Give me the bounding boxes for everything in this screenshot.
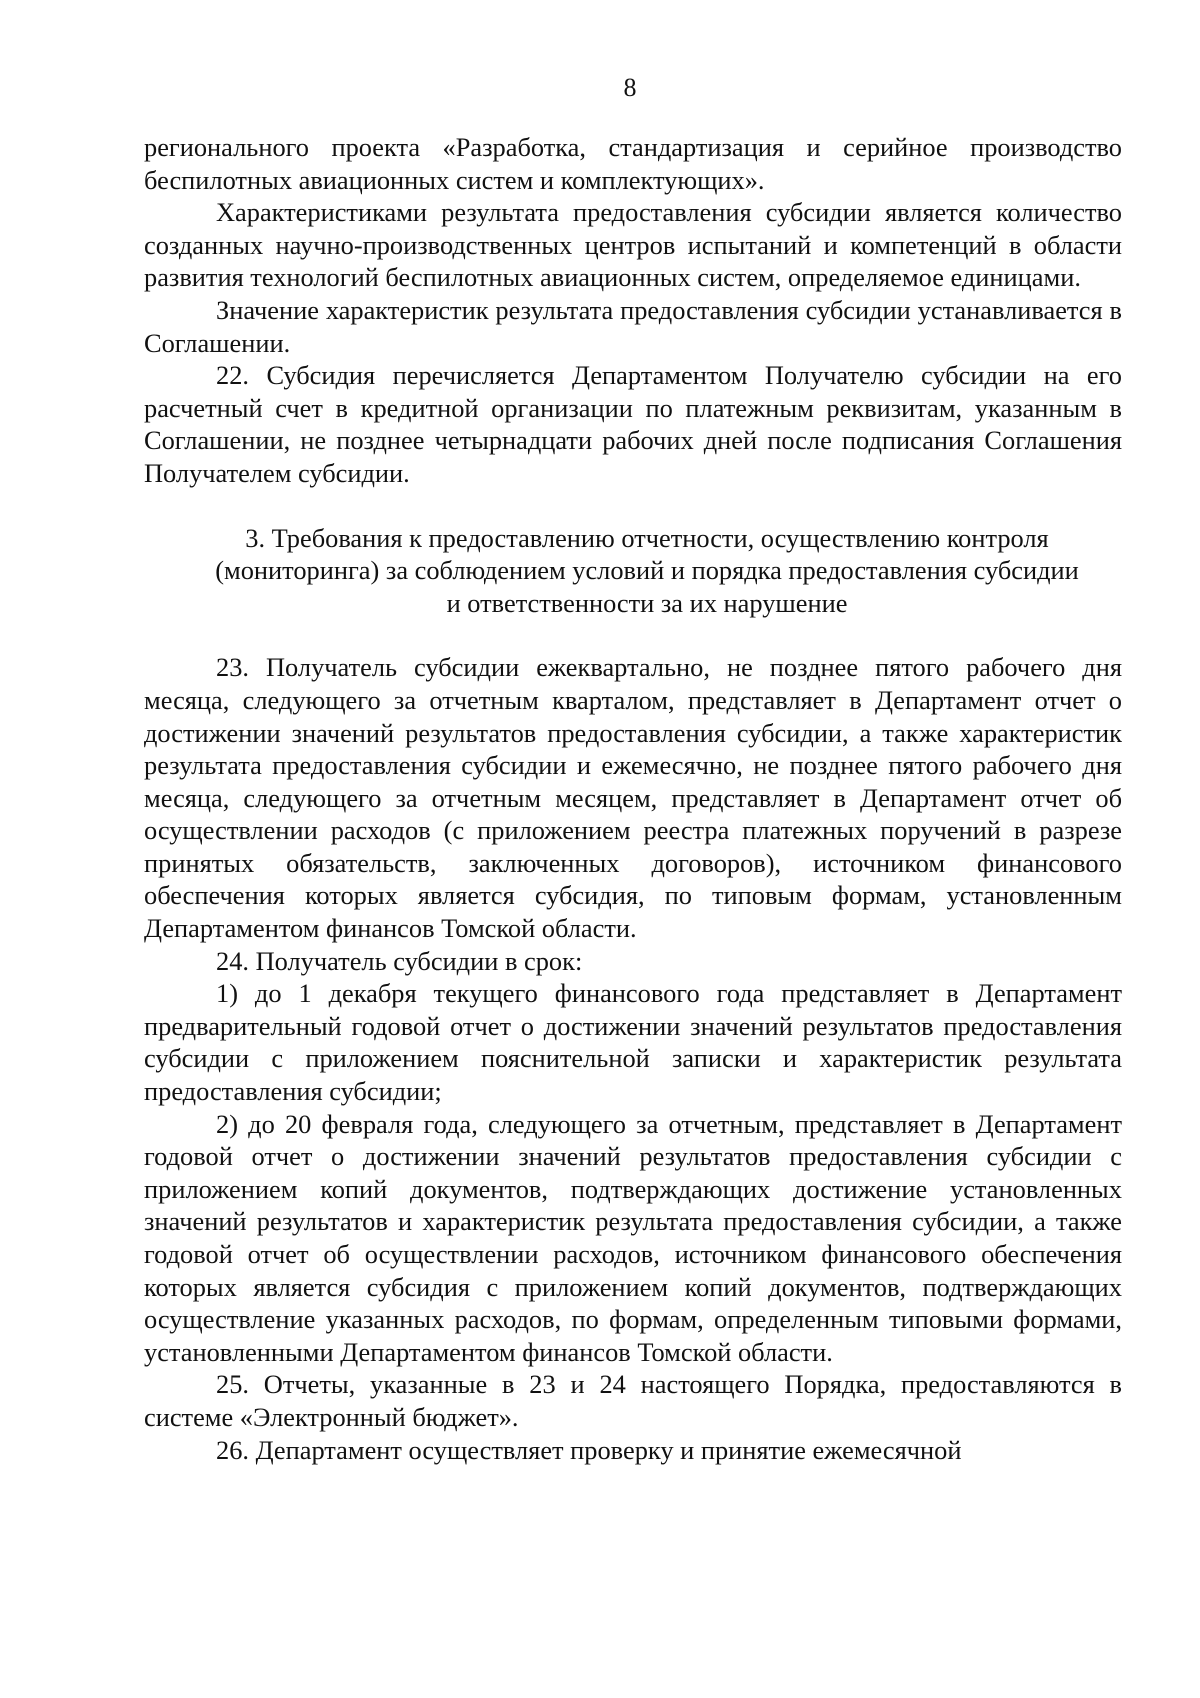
paragraph-regional-project: регионального проекта «Разработка, стандартизация и серийное производство беспилотных авиационных систем и комплектующих». [144, 132, 1122, 195]
paragraph-item-24-2: 2) до 20 февраля года, следующего за отчетным, представляет в Департамент годовой отчет о достижении значений результатов предоставления субсидии с приложением копий документов, подтверждающих достижение установленных значений результатов и характеристик результата предоставления субсидии, а также годовой отчет об осуществлении расходов, источником финансового обеспечения которых является субсидия с приложением копий документов, подтверждающих осуществление указанных расходов, по формам, определенным типовыми формами, установленными Департаментом финансов Томской области. [144, 1108, 1122, 1367]
paragraph-item-24: 24. Получатель субсидии в срок: [216, 945, 583, 976]
paragraph-item-22: 22. Субсидия перечисляется Департаментом Получателю субсидии на его расчетный счет в кредитной организации по платежным реквизитам, указанным в Соглашении, не позднее четырнадцати рабочих дней после подписания Соглашения Получателем субсидии. [144, 360, 1122, 488]
paragraph-item-25: 25. Отчеты, указанные в 23 и 24 настоящего Порядка, предоставляются в системе «Электронный бюджет». [144, 1369, 1122, 1432]
section-heading-line-3: и ответственности за их нарушение [446, 587, 848, 618]
paragraph-characteristics-value: Значение характеристик результата предоставления субсидии устанавливается в Соглашении. [144, 294, 1122, 358]
paragraph-item-26: 26. Департамент осуществляет проверку и принятие ежемесячной [216, 1434, 962, 1465]
document-body [144, 131, 1122, 1466]
spacer [144, 619, 1122, 651]
paragraph-item-23: 23. Получатель субсидии ежеквартально, не позднее пятого рабочего дня месяца, следующего за отчетным кварталом, представляет в Департамент отчет о достижении значений результатов предоставления субсидии, а также характеристик результата предоставления субсидии и ежемесячно, не позднее пятого рабочего дня месяца, следующего за отчетным месяцем, представляет в Департамент отчет об осуществлении расходов (с приложением реестра платежных поручений в разрезе принятых обязательств, заключенных договоров), источником финансового обеспечения которых является субсидия, по типовым формам, установленным Департаментом финансов Томской области. [144, 652, 1122, 944]
page-number: 8 [623, 73, 637, 102]
section-heading [144, 522, 1122, 620]
section-heading-line-2: (мониторинга) за соблюдением условий и порядка предоставления субсидии [215, 555, 1079, 586]
paragraph-result-characteristics: Характеристиками результата предоставления субсидии является количество созданных научно-производственных центров испытаний и компетенций в области развития технологий беспилотных авиационных систем, определяемое единицами. [144, 197, 1122, 293]
spacer [144, 490, 1122, 522]
section-heading-line-1: 3. Требования к предоставлению отчетности, осуществлению контроля [245, 522, 1049, 553]
paragraph-item-24-1: 1) до 1 декабря текущего финансового года представляет в Департамент предварительный годовой отчет о достижении значений результатов предоставления субсидии с приложением пояснительной записки и характеристик результата предоставления субсидии; [144, 978, 1122, 1107]
